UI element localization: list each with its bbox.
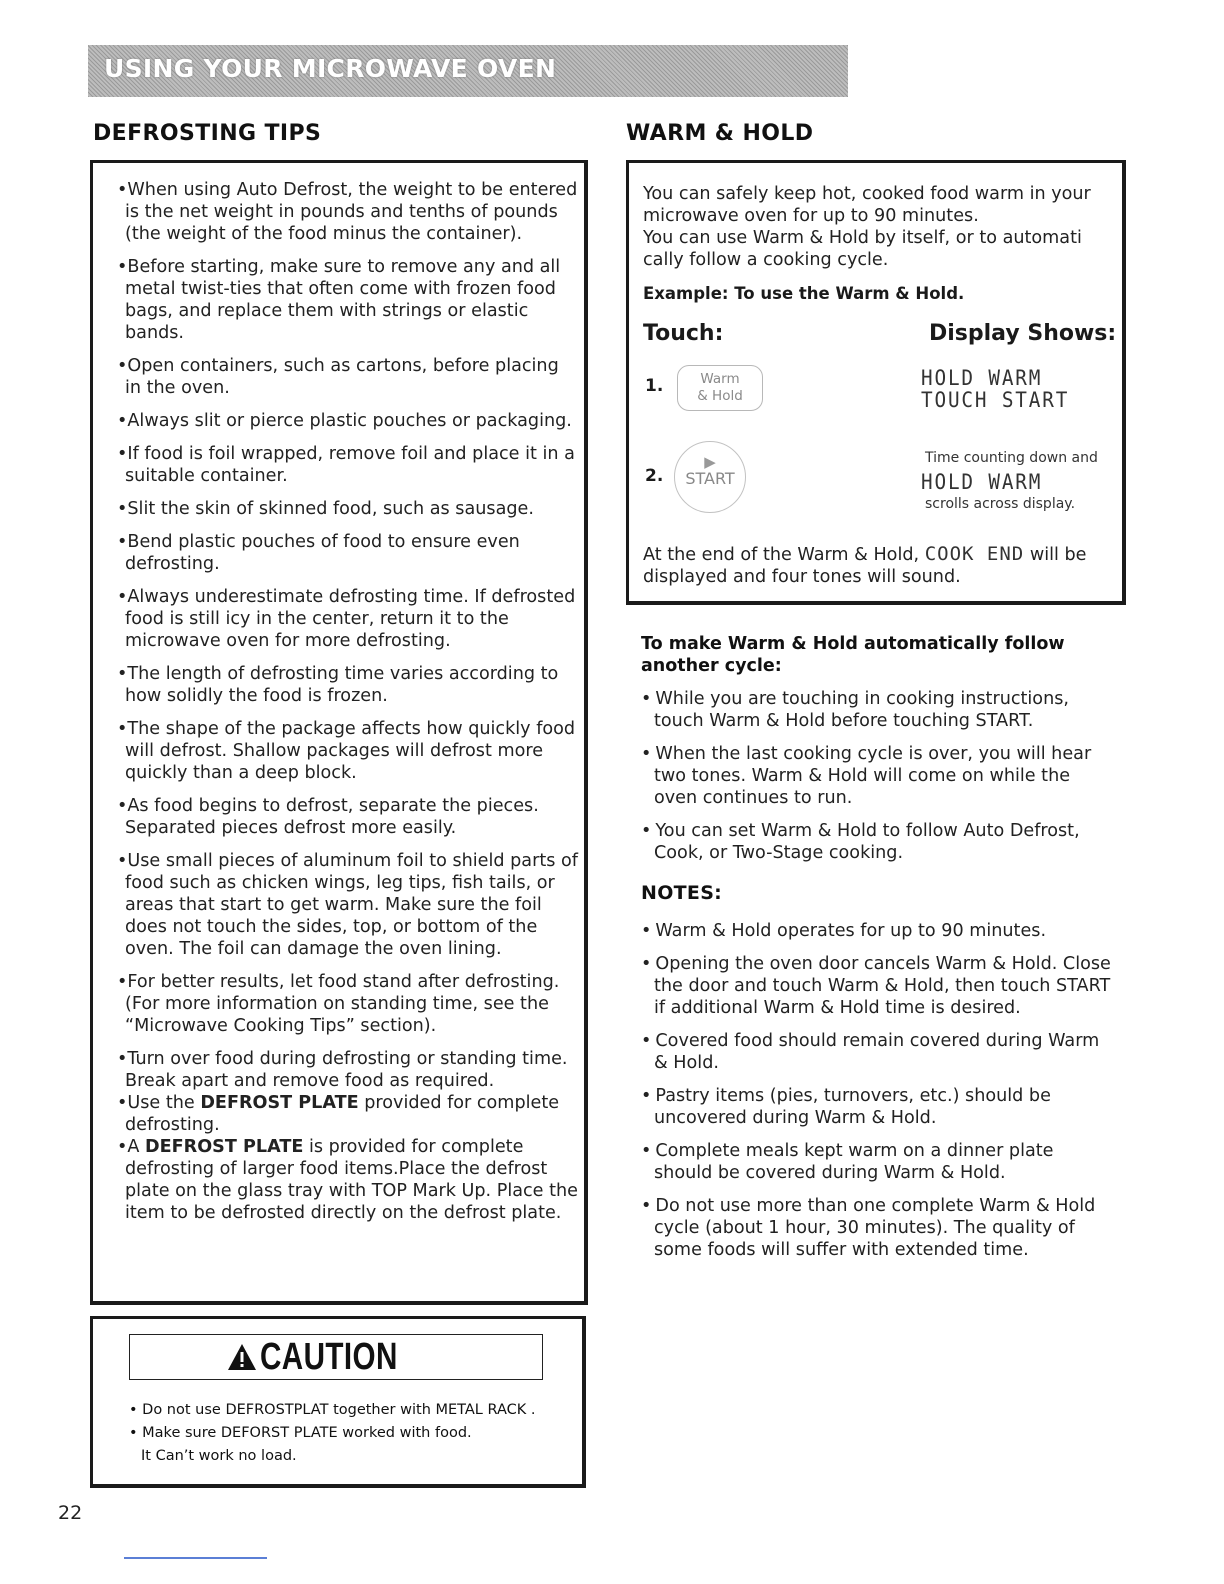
- touch-label: Touch:: [643, 321, 724, 346]
- lcd-step1-line1: HOLD WARM: [921, 366, 1043, 390]
- caution-line: • Do not use DEFROSTPLAT together with METAL RACK .: [129, 1402, 536, 1418]
- page-number: 22: [58, 1502, 83, 1524]
- start-button-label: START: [685, 469, 735, 488]
- warm-hold-button[interactable]: [677, 365, 763, 411]
- decorative-underline: [124, 1557, 267, 1559]
- warning-triangle-icon: [227, 1343, 257, 1371]
- start-button[interactable]: [674, 441, 746, 513]
- countdown-note: Time counting down and: [925, 450, 1098, 466]
- list-item: • Use small pieces of aluminum foil to shield parts of food such as chicken wings, leg tips, fish tails, or areas that start to get warm. Make sure the foil does not touch the sides, top, or bottom of the oven. The foil can damage the oven lining.: [117, 850, 578, 960]
- plate2-pre: A: [127, 1137, 146, 1157]
- list-item: • Always slit or pierce plastic pouches or packaging.: [117, 410, 578, 432]
- list-item: • While you are touching in cooking instructions, touch Warm & Hold before touching START.: [641, 688, 1111, 732]
- list-item: • Always underestimate defrosting time. If defrosted food is still icy in the center, return it to the microwave oven for more defrosting.: [117, 586, 578, 652]
- list-item: • When using Auto Defrost, the weight to be entered is the net weight in pounds and tenths of pounds (the weight of the food minus the container).: [117, 179, 578, 245]
- notes-heading: NOTES:: [641, 882, 723, 904]
- plate1-bold: DEFROST PLATE: [200, 1093, 359, 1113]
- list-item: • Before starting, make sure to remove any and all metal twist-ties that often come with frozen food bags, and replace them with strings or elastic bands.: [117, 256, 578, 344]
- lcd-step1-line2: TOUCH START: [921, 388, 1070, 412]
- end-pre: At the end of the Warm & Hold,: [643, 545, 920, 565]
- warm-button-line2: & Hold: [697, 388, 743, 404]
- caution-box: [90, 1316, 586, 1488]
- list-item: • Complete meals kept warm on a dinner plate should be covered during Warm & Hold.: [641, 1140, 1111, 1184]
- section-banner: [88, 45, 848, 97]
- caution-title-frame: [129, 1334, 543, 1380]
- defrost-plate-tip-1: [117, 1092, 578, 1136]
- warm-intro-1: You can safely keep hot, cooked food warm in your microwave oven for up to 90 minutes.: [643, 184, 1091, 226]
- plate1-post: provided for complete defrosting.: [125, 1093, 560, 1135]
- notes-list: [641, 920, 1111, 1272]
- lcd-step2: HOLD WARM: [921, 470, 1043, 494]
- auto-follow-list: [641, 688, 1111, 875]
- plate1-pre: Use the: [127, 1093, 201, 1113]
- warm-hold-box: [626, 160, 1126, 605]
- warm-intro-2: You can use Warm & Hold by itself, or to automati cally follow a cooking cycle.: [643, 228, 1082, 270]
- defrost-heading: DEFROSTING TIPS: [93, 121, 322, 146]
- end-post: will be displayed and four tones will sound.: [643, 545, 1087, 587]
- display-shows-label: Display Shows:: [929, 321, 1117, 346]
- example-label: Example: To use the Warm & Hold.: [643, 284, 965, 303]
- scrolls-note: scrolls across display.: [925, 496, 1076, 512]
- list-item: • Do not use more than one complete Warm & Hold cycle (about 1 hour, 30 minutes). The quality of some foods will suffer with extended time.: [641, 1195, 1111, 1261]
- step-1-number: 1.: [645, 376, 664, 396]
- defrost-plate-tip-2: [117, 1136, 578, 1224]
- end-lcd: COOK END: [924, 543, 1025, 565]
- plate2-post: is provided for complete defrosting of larger food items.Place the defrost plate on the glass tray with TOP Mark Up. Place the item to be defrosted directly on the defrost plate.: [125, 1137, 578, 1223]
- caution-line: It Can’t work no load.: [141, 1448, 297, 1464]
- end-message: [643, 543, 1123, 588]
- list-item: • When the last cooking cycle is over, you will hear two tones. Warm & Hold will come on while the oven continues to run.: [641, 743, 1111, 809]
- list-item: • Pastry items (pies, turnovers, etc.) should be uncovered during Warm & Hold.: [641, 1085, 1111, 1129]
- defrost-tips-list: [117, 179, 578, 1224]
- list-item: • Covered food should remain covered during Warm & Hold.: [641, 1030, 1111, 1074]
- list-item: • Bend plastic pouches of food to ensure even defrosting.: [117, 531, 578, 575]
- list-item: • Slit the skin of skinned food, such as sausage.: [117, 498, 578, 520]
- warm-hold-heading: WARM & HOLD: [626, 121, 814, 146]
- list-item: • You can set Warm & Hold to follow Auto Defrost, Cook, or Two-Stage cooking.: [641, 820, 1111, 864]
- list-item: • Opening the oven door cancels Warm & Hold. Close the door and touch Warm & Hold, then touch START if additional Warm & Hold time is desired.: [641, 953, 1111, 1019]
- list-item: • If food is foil wrapped, remove foil and place it in a suitable container.: [117, 443, 578, 487]
- list-item: • The shape of the package affects how quickly food will defrost. Shallow packages will defrost more quickly than a deep block.: [117, 718, 578, 784]
- warm-button-line1: Warm: [700, 371, 740, 387]
- list-item: • Open containers, such as cartons, before placing in the oven.: [117, 355, 578, 399]
- auto-follow-heading: To make Warm & Hold automatically follow another cycle:: [641, 634, 1065, 676]
- defrost-tips-box: [90, 160, 588, 1305]
- step-2-number: 2.: [645, 466, 664, 486]
- list-item: • Turn over food during defrosting or standing time. Break apart and remove food as required.: [117, 1048, 578, 1092]
- list-item: • For better results, let food stand after defrosting. (For more information on standing time, see the “Microwave Cooking Tips” section).: [117, 971, 578, 1037]
- banner-title: USING YOUR MICROWAVE OVEN: [104, 54, 557, 83]
- list-item: • Warm & Hold operates for up to 90 minutes.: [641, 920, 1111, 942]
- caution-title: CAUTION: [260, 1336, 398, 1378]
- warm-intro: [643, 183, 1118, 271]
- caution-lines: [129, 1399, 536, 1468]
- play-icon: ▶: [704, 453, 716, 471]
- list-item: • The length of defrosting time varies according to how solidly the food is frozen.: [117, 663, 578, 707]
- list-item: • As food begins to defrost, separate the pieces. Separated pieces defrost more easily.: [117, 795, 578, 839]
- plate2-bold: DEFROST PLATE: [145, 1137, 304, 1157]
- caution-line: • Make sure DEFORST PLATE worked with food.: [129, 1425, 472, 1441]
